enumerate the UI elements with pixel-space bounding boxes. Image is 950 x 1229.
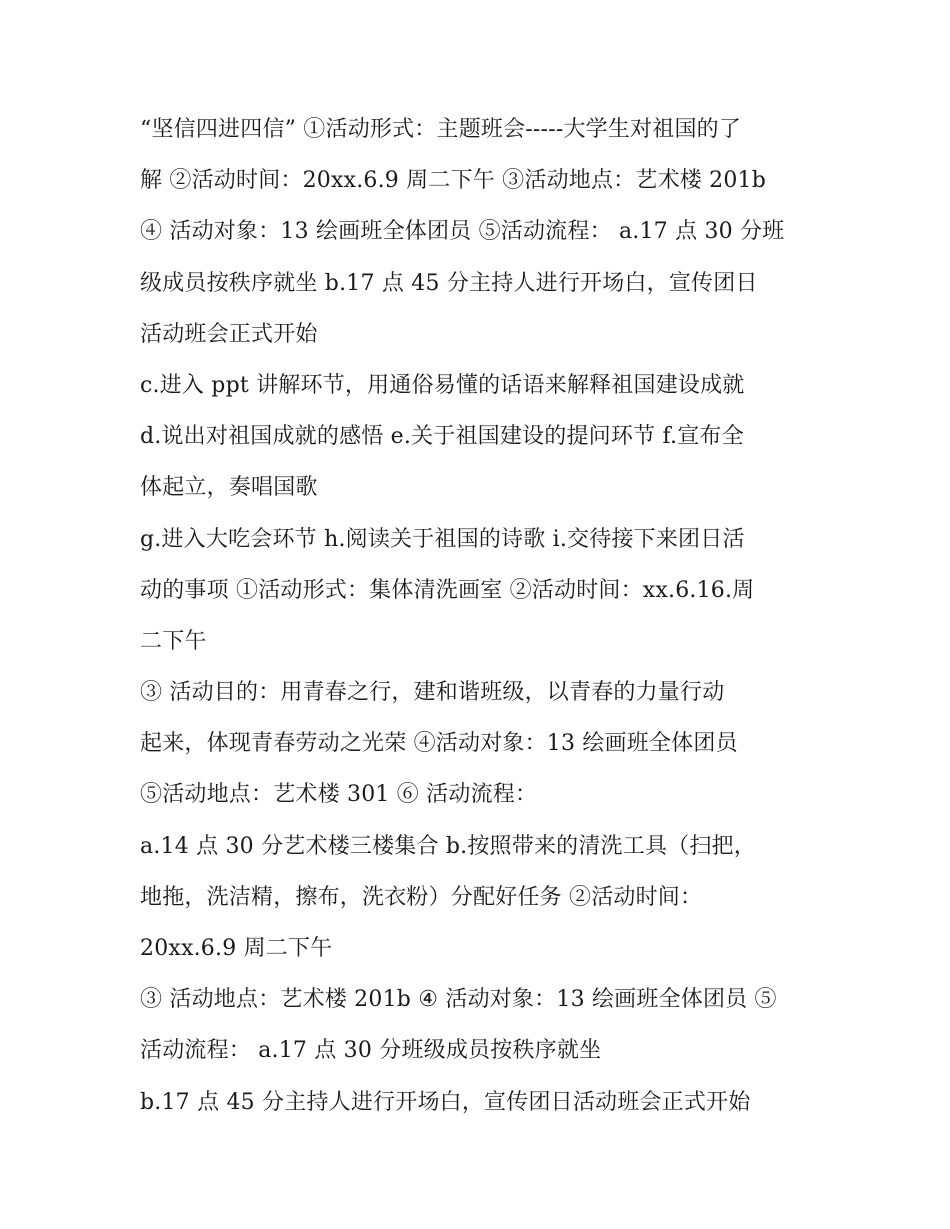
text-line: ③ 活动目的：用青春之行，建和谐班级，以青春的力量行动: [140, 680, 725, 706]
text-line: c.进入 ppt 讲解环节，用通俗易懂的话语来解释祖国建设成就: [140, 372, 745, 398]
text-line: a.14 点 30 分艺术楼三楼集合 b.按照带来的清洗工具（扫把，: [140, 833, 756, 859]
text-line: 活动班会正式开始: [140, 321, 318, 347]
text-line: 动的事项 ①活动形式：集体清洗画室 ②活动时间：xx.6.16.周: [140, 577, 755, 603]
text-line: 地拖，洗洁精，擦布，洗衣粉）分配好任务 ②活动时间：: [140, 884, 703, 910]
text-line: ⑤活动地点：艺术楼 301 ⑥ 活动流程：: [140, 782, 538, 808]
text-line: g.进入大吃会环节 h.阅读关于祖国的诗歌 i.交待接下来团日活: [140, 526, 745, 552]
text-line: 活动流程： a.17 点 30 分班级成员按秩序就坐: [140, 1038, 602, 1064]
text-line: ④ 活动对象：13 绘画班全体团员 ⑤活动流程： a.17 点 30 分班: [140, 219, 785, 245]
document-body: [140, 104, 820, 1128]
text-line: 级成员按秩序就坐 b.17 点 45 分主持人进行开场白，宣传团日: [140, 270, 758, 296]
text-line: ③ 活动地点：艺术楼 201b ④ 活动对象：13 绘画班全体团员 ⑤: [140, 987, 777, 1013]
text-line: 20xx.6.9 周二下午: [140, 936, 333, 961]
text-line: b.17 点 45 分主持人进行开场白，宣传团日活动班会正式开始: [140, 1089, 751, 1115]
text-line: 二下午: [140, 628, 207, 654]
text-line: d.说出对祖国成就的感悟 e.关于祖国建设的提问环节 f.宣布全: [140, 424, 744, 450]
text-line: 起来，体现青春劳动之光荣 ④活动对象：13 绘画班全体团员: [140, 731, 738, 757]
text-line: “坚信四进四信” ①活动形式：主题班会-----大学生对祖国的了: [140, 117, 742, 142]
text-line: 体起立，奏唱国歌: [140, 475, 318, 501]
text-line: 解 ②活动时间：20xx.6.9 周二下午 ③活动地点：艺术楼 201b: [140, 168, 767, 194]
